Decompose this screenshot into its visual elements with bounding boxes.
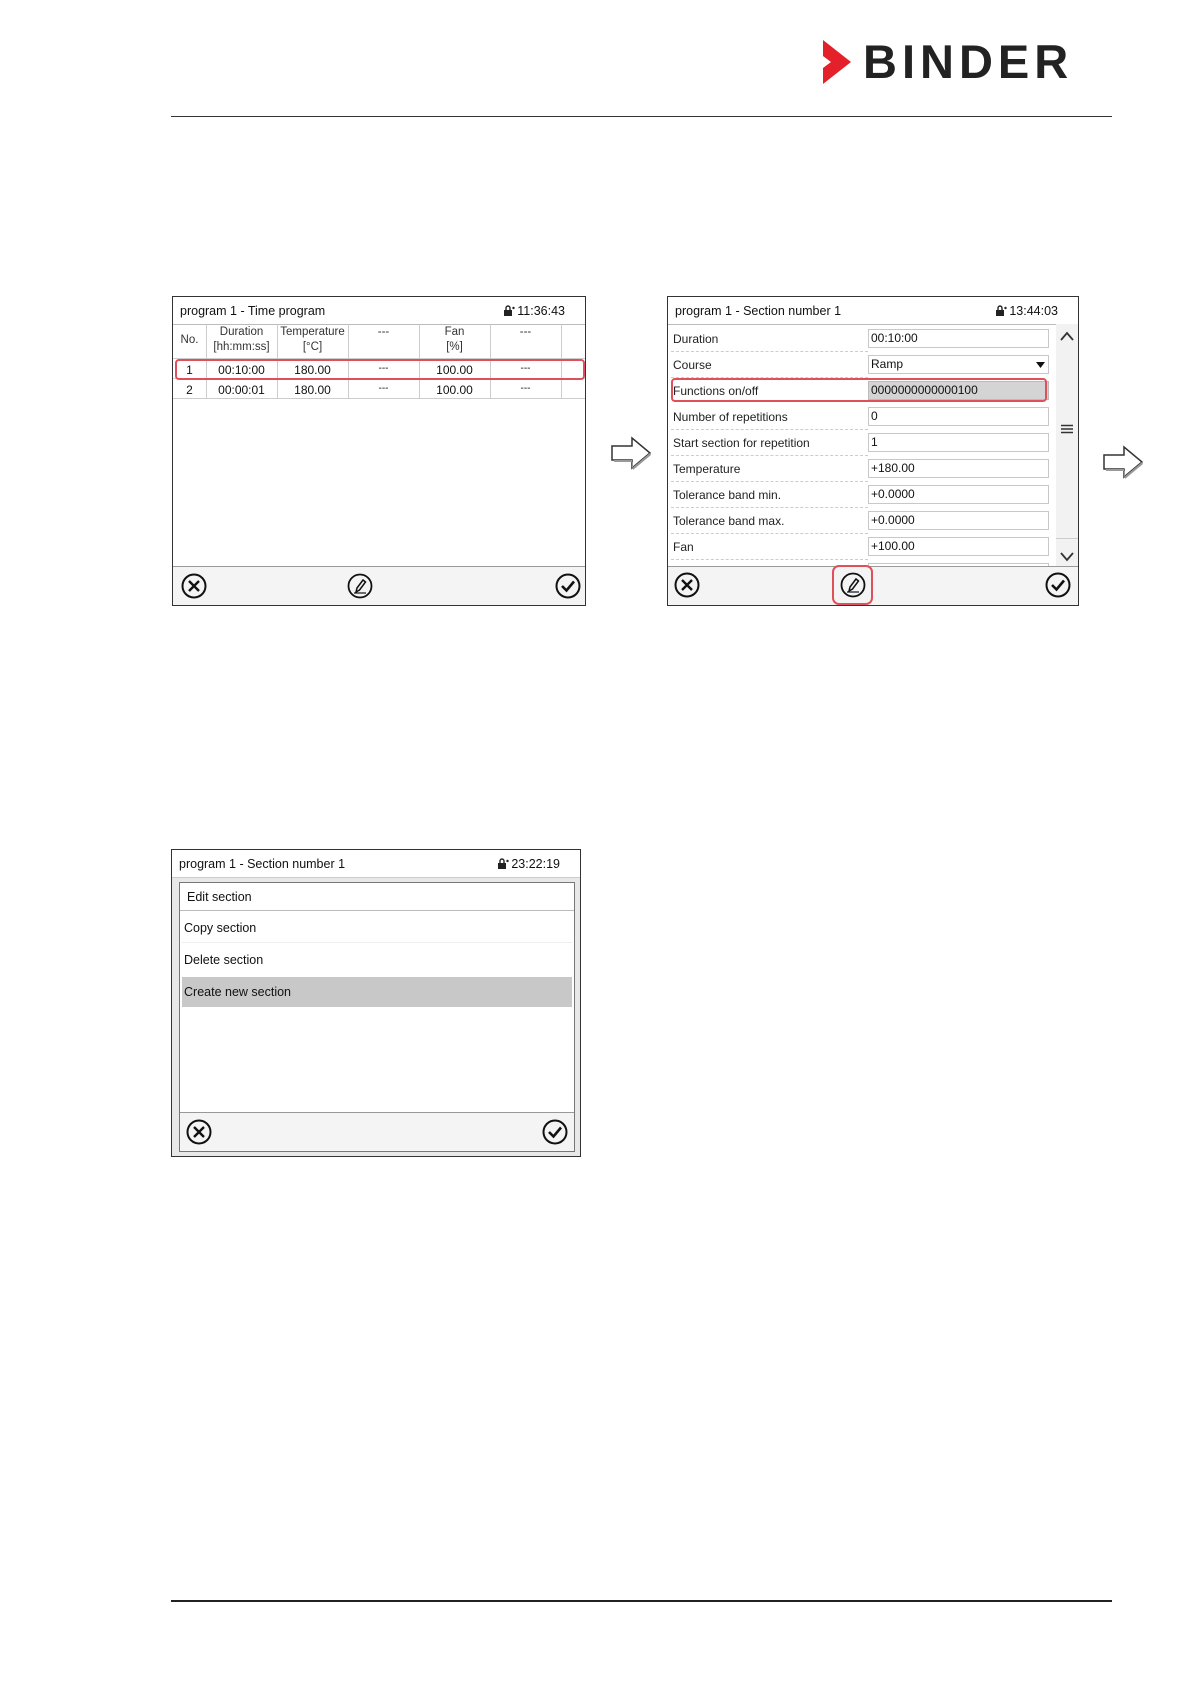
section-edit-screen <box>667 296 1079 606</box>
course-select[interactable]: Ramp <box>868 355 1049 374</box>
field-label: Tolerance band max. <box>673 514 785 528</box>
next-step-arrow-icon <box>610 436 652 470</box>
scroll-track-end <box>1056 538 1078 539</box>
cancel-button[interactable] <box>186 1119 212 1145</box>
cell-empty: --- <box>378 363 389 374</box>
logo-wordmark: BINDER <box>863 35 1074 88</box>
field-separator <box>671 507 868 508</box>
cell-empty: --- <box>520 363 531 374</box>
confirm-icon <box>555 573 581 599</box>
title-bar <box>668 297 1078 325</box>
confirm-button[interactable] <box>555 573 581 599</box>
cell-fan: 100.00 <box>436 363 473 377</box>
cancel-button[interactable] <box>181 573 207 599</box>
cancel-icon <box>181 573 207 599</box>
fan-input[interactable]: +100.00 <box>868 537 1049 556</box>
column-header-fan: Fan [%] <box>444 326 465 353</box>
confirm-button[interactable] <box>542 1119 568 1145</box>
cell-no: 1 <box>186 363 193 377</box>
footer-bar <box>668 566 1078 605</box>
cell-duration: 00:00:01 <box>218 383 265 397</box>
scroll-handle-icon[interactable] <box>1061 424 1073 434</box>
cancel-button[interactable] <box>674 572 700 598</box>
start-section-input[interactable]: 1 <box>868 433 1049 452</box>
field-label: Number of repetitions <box>673 410 788 424</box>
cell-empty: --- <box>378 383 389 394</box>
cancel-icon <box>674 572 700 598</box>
field-highlight <box>671 378 1047 402</box>
edit-button[interactable] <box>347 573 373 599</box>
functions-input[interactable]: 0000000000000100 <box>868 381 1049 400</box>
duration-input[interactable]: 00:10:00 <box>868 329 1049 348</box>
clock <box>497 857 560 871</box>
cell-empty: --- <box>520 383 531 394</box>
dropdown-arrow-icon <box>1036 362 1045 368</box>
menu-dialog <box>179 882 575 1152</box>
field-separator <box>671 429 868 430</box>
screen-title: program 1 - Section number 1 <box>675 304 842 318</box>
menu-item-copy-section[interactable]: Copy section <box>182 913 572 943</box>
screen-title: program 1 - Time program <box>180 304 326 318</box>
menu-item-create-new-section[interactable]: Create new section <box>182 977 572 1007</box>
title-bar <box>172 850 580 878</box>
clock <box>995 304 1058 318</box>
column-header-duration: Duration [hh:mm:ss] <box>213 326 270 353</box>
row-separator <box>173 398 586 399</box>
repetitions-input[interactable]: 0 <box>868 407 1049 426</box>
column-header-empty-2: --- <box>519 326 532 338</box>
tolerance-max-input[interactable]: +0.0000 <box>868 511 1049 530</box>
cell-duration: 00:10:00 <box>218 363 265 377</box>
field-separator <box>671 351 868 352</box>
field-label: Fan <box>673 540 694 554</box>
field-separator <box>671 455 868 456</box>
cancel-icon <box>186 1119 212 1145</box>
field-label: Temperature <box>673 462 741 476</box>
cell-temperature: 180.00 <box>294 383 331 397</box>
clock-time: 11:36:43 <box>517 304 565 318</box>
menu-item-delete-section[interactable]: Delete section <box>184 953 264 967</box>
footer-bar <box>173 566 585 605</box>
tolerance-min-input[interactable]: +0.0000 <box>868 485 1049 504</box>
logo-mark-icon <box>823 40 853 84</box>
column-header-empty-1: --- <box>377 326 390 338</box>
column-header-temperature: Temperature [°C] <box>280 326 345 353</box>
confirm-icon <box>542 1119 568 1145</box>
scroll-down-icon[interactable] <box>1060 552 1074 562</box>
temperature-input[interactable]: +180.00 <box>868 459 1049 478</box>
confirm-icon <box>1045 572 1071 598</box>
edit-button-highlight <box>832 565 873 605</box>
section-menu-screen <box>171 849 581 1157</box>
edit-icon <box>347 573 373 599</box>
binder-logo <box>823 35 1113 88</box>
scroll-up-icon[interactable] <box>1060 331 1074 341</box>
lock-icon <box>995 305 1007 316</box>
column-header-no: No. <box>180 334 199 346</box>
lock-icon <box>497 858 509 869</box>
title-bar <box>173 297 585 325</box>
menu-item-edit-section[interactable]: Edit section <box>180 883 574 911</box>
screen-title: program 1 - Section number 1 <box>179 857 346 871</box>
confirm-button[interactable] <box>1045 572 1071 598</box>
footer-rule <box>171 1600 1112 1602</box>
field-separator <box>671 559 868 560</box>
row-highlight <box>175 359 585 380</box>
clock-time: 13:44:03 <box>1009 304 1058 318</box>
field-separator <box>671 533 868 534</box>
menu-footer <box>180 1112 574 1151</box>
time-program-screen <box>172 296 586 606</box>
field-label: Duration <box>673 332 719 346</box>
lock-icon <box>503 305 515 316</box>
cell-no: 2 <box>186 383 193 397</box>
field-label: Tolerance band min. <box>673 488 782 502</box>
next-step-arrow-icon <box>1102 445 1144 479</box>
clock-time: 23:22:19 <box>511 857 560 871</box>
cell-fan: 100.00 <box>436 383 473 397</box>
clock <box>503 304 565 318</box>
scrollbar[interactable] <box>1056 324 1078 569</box>
field-label: Course <box>673 358 712 372</box>
field-separator <box>671 481 868 482</box>
field-label: Start section for repetition <box>673 436 810 450</box>
field-label: Functions on/off <box>673 384 759 398</box>
header-rule <box>171 116 1112 117</box>
cell-temperature: 180.00 <box>294 363 331 377</box>
